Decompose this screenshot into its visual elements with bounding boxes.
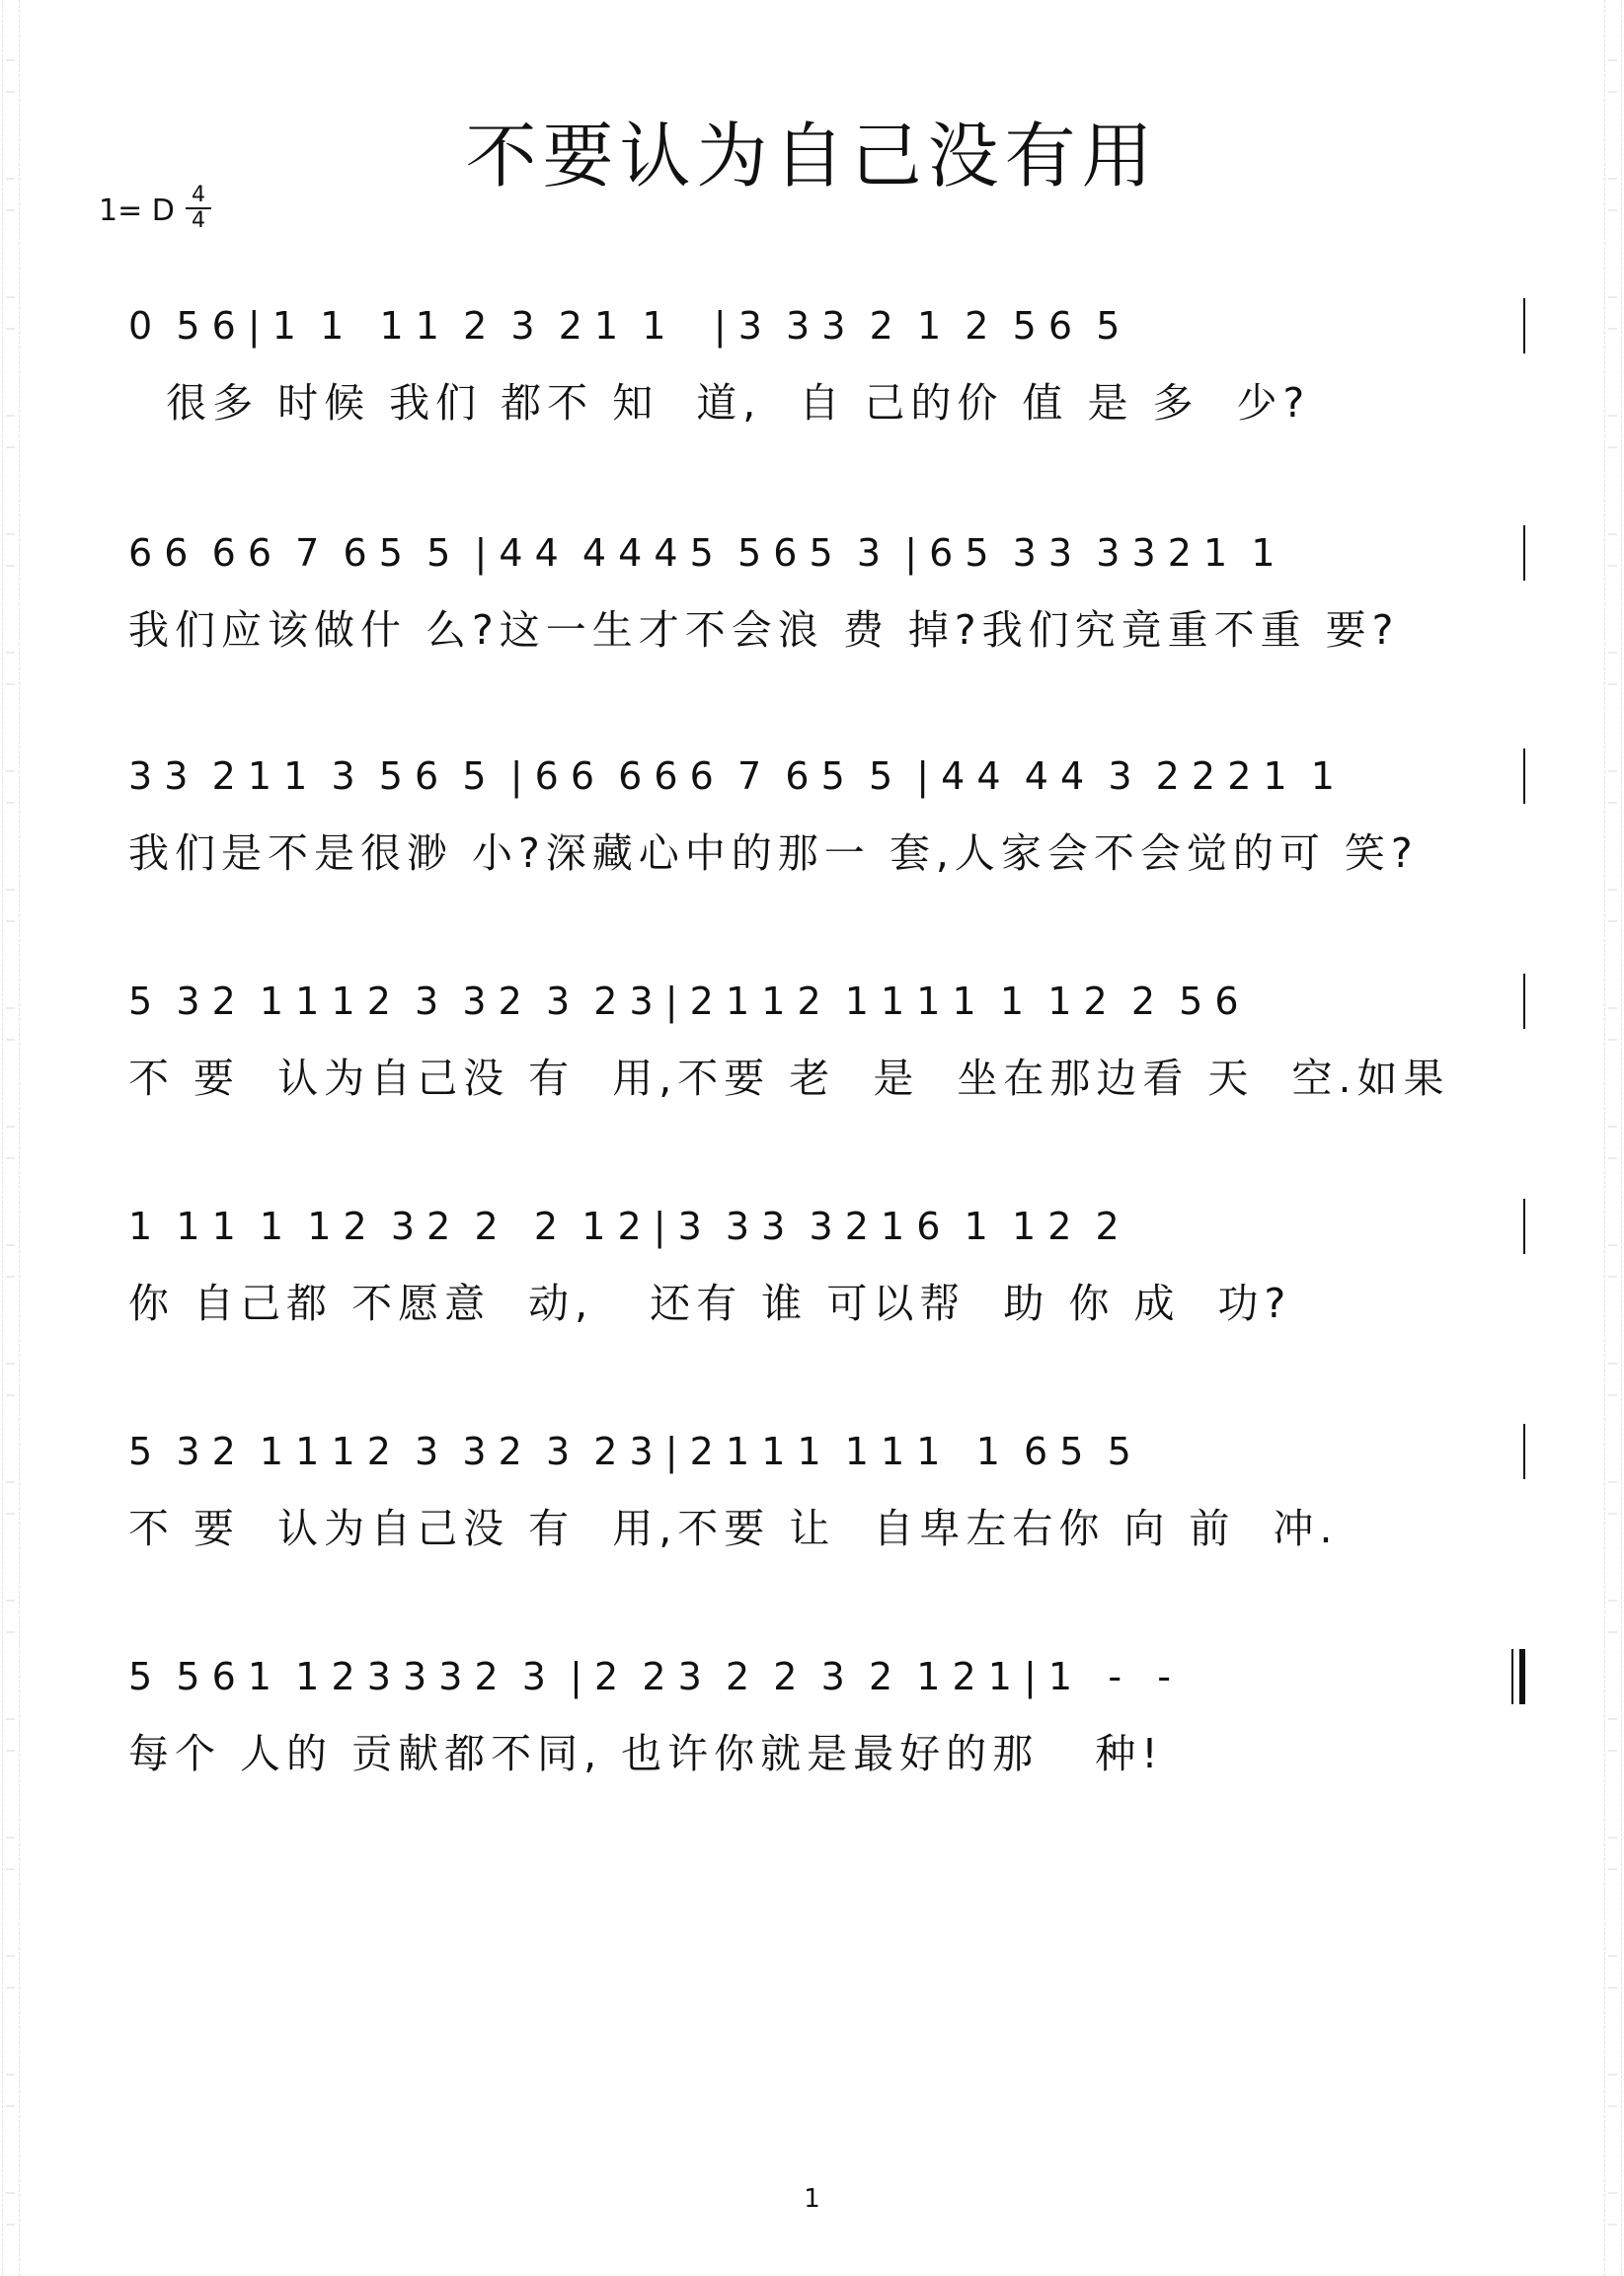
barline bbox=[1523, 298, 1525, 353]
notation-line: 5 3 2 1 1 1 2 3 3 2 3 2 3 | 2 1 1 1 1 1 1 1 6 5 5 bbox=[128, 1430, 1131, 1473]
barline bbox=[1523, 1199, 1525, 1254]
lyrics-line: 很多 时候 我们 都不 知 道, 自 己的价 值 是 多 少? bbox=[128, 379, 1311, 427]
time-signature bbox=[186, 184, 211, 233]
barline bbox=[1523, 1424, 1525, 1479]
score-system-4 bbox=[128, 972, 1525, 1120]
final-barline bbox=[1511, 1649, 1525, 1704]
lyrics-line: 我们应该做什 么?这一生才不会浪 费 掉?我们究竟重不重 要? bbox=[128, 606, 1400, 654]
score-system-1 bbox=[128, 296, 1525, 444]
lyrics-line: 每个 人的 贡献都不同, 也许你就是最好的那 种! bbox=[128, 1730, 1164, 1777]
lyrics-line: 你 自己都 不愿意 动, 还有 谁 可以帮 助 你 成 功? bbox=[128, 1280, 1292, 1327]
page-number: 1 bbox=[804, 2184, 820, 2214]
notation-line: 3 3 2 1 1 3 5 6 5 | 6 6 6 6 6 7 6 5 5 | 4 4 4 4 3 2 2 2 1 1 bbox=[128, 754, 1335, 798]
key-signature: 1= D bbox=[99, 194, 175, 228]
right-margin-stamp-strip bbox=[1604, 0, 1622, 2276]
left-margin-stamp-strip bbox=[2, 0, 20, 2276]
score-system-7 bbox=[128, 1647, 1525, 1795]
barline bbox=[1523, 525, 1525, 581]
barline bbox=[1523, 974, 1525, 1029]
notation-line: 1 1 1 1 1 2 3 2 2 2 1 2 | 3 3 3 3 2 1 6 1 1 2 2 bbox=[128, 1205, 1120, 1248]
score-system-3 bbox=[128, 746, 1525, 895]
score-system-2 bbox=[128, 523, 1525, 671]
lyrics-line: 不 要 认为自己没 有 用,不要 让 自卑左右你 向 前 冲. bbox=[128, 1505, 1339, 1552]
notation-line: 6 6 6 6 7 6 5 5 | 4 4 4 4 4 5 5 6 5 3 | 6 5 3 3 3 3 2 1 1 bbox=[128, 531, 1276, 575]
song-title: 不要认为自己没有用 bbox=[465, 115, 1159, 197]
score-system-6 bbox=[128, 1422, 1525, 1570]
lyrics-line: 不 要 认为自己没 有 用,不要 老 是 坐在那边看 天 空.如果 bbox=[128, 1055, 1450, 1102]
time-signature-bottom: 4 bbox=[186, 207, 211, 233]
lyrics-line: 我们是不是很渺 小?深藏心中的那一 套,人家会不会觉的可 笑? bbox=[128, 829, 1419, 877]
notation-line: 0 5 6 | 1 1 1 1 2 3 2 1 1 | 3 3 3 2 1 2 5 6 5 bbox=[128, 304, 1121, 348]
time-signature-top: 4 bbox=[192, 183, 205, 207]
notation-line: 5 3 2 1 1 1 2 3 3 2 3 2 3 | 2 1 1 2 1 1 1 1 1 1 2 2 5 6 bbox=[128, 980, 1239, 1023]
barline bbox=[1523, 748, 1525, 804]
notation-line: 5 5 6 1 1 2 3 3 3 2 3 | 2 2 3 2 2 3 2 1 2 1 | 1 - - bbox=[128, 1655, 1172, 1698]
score-system-5 bbox=[128, 1197, 1525, 1345]
